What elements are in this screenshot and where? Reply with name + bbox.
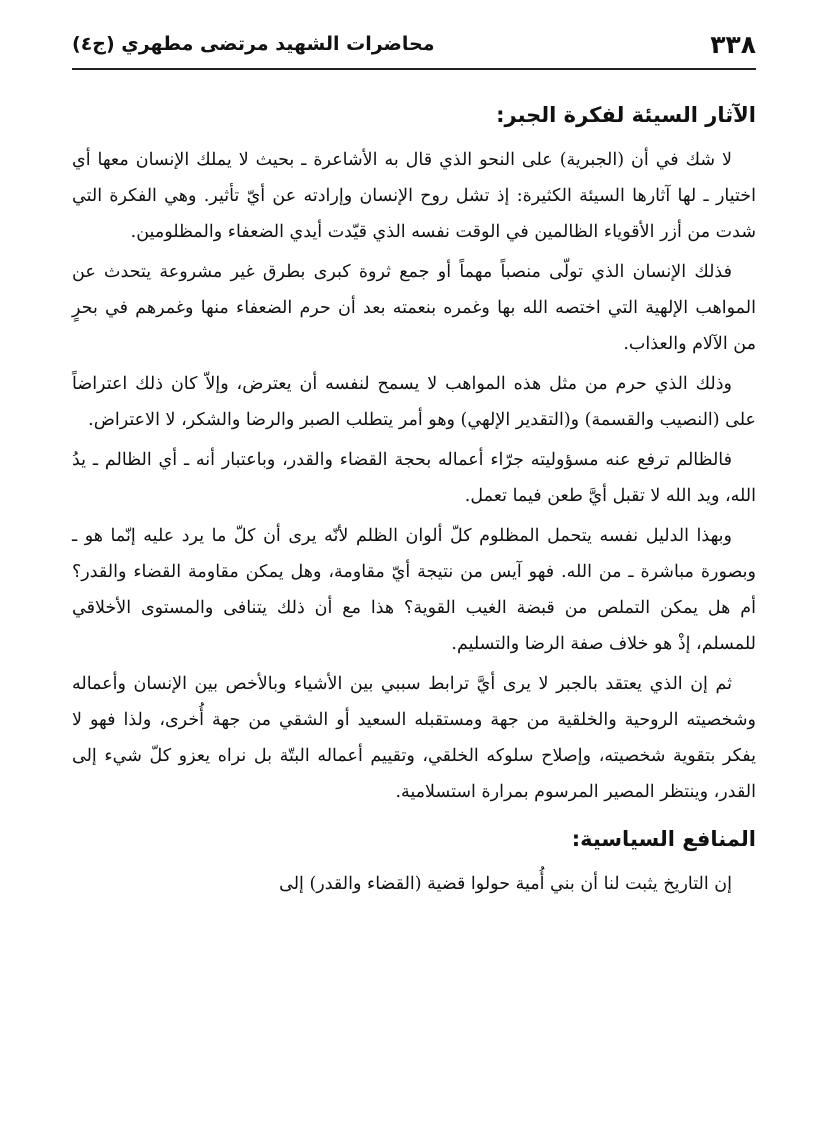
header-divider [72, 68, 756, 70]
paragraph: إن التاريخ يثبت لنا أن بني أُمية حولوا قضية (القضاء والقدر) إلى [279, 874, 732, 894]
paragraph: فالظالم ترفع عنه مسؤوليته جرّاء أعماله بحجة القضاء والقدر، وباعتبار أنه ـ أي الظالم ـ يدُ الله، ويد الله لا تقبل أيَّ طعن فيما تعمل. [72, 450, 756, 506]
paragraph: ثم إن الذي يعتقد بالجبر لا يرى أيَّ ترابط سببي بين الأشياء وبالأخص بين الإنسان وأعماله وشخصيته الروحية والخلقية من جهة ومستقبله السعيد أو الشقي من جهة أُخرى، ولذا فهو لا يفكر بتقوية شخصيته، وإصلاح سلوكه الخلقي، وتقييم أعماله البتّة بل نراه يعزو كلّ شيء إلى القدر، وينتظر المصير المرسوم بمرارة استسلامية. [72, 674, 756, 802]
page-header [72, 22, 756, 66]
section-heading: المنافع السياسية: [571, 827, 756, 851]
paragraph: فذلك الإنسان الذي تولّى منصباً مهماً أو جمع ثروة كبرى بطرق غير مشروعة يتحدث عن المواهب الإلهية التي اختصه الله بها وغمره بنعمته بعد أن حرم الضعفاء منها وغمرهم في بحرٍ من الآلام والعذاب. [72, 262, 756, 354]
running-title: محاضرات الشهيد مرتضى مطهري (ج٤) [72, 33, 435, 55]
paragraph: وبهذا الدليل نفسه يتحمل المظلوم كلّ ألوان الظلم لأنّه يرى أن كلّ ما يرد عليه إنّما هو ـ وبصورة مباشرة ـ من الله. فهو آيس من نتيجة أيّ مقاومة، وهل يمكن مقاومة القضاء والقدر؟ أم هل يمكن التملص من قبضة الغيب القوية؟ هذا مع أن ذلك يتنافى والمستوى الأخلاقي للمسلم، إذْ هو خلاف صفة الرضا والتسليم. [72, 526, 756, 654]
page-number: ٣٣٨ [710, 29, 756, 59]
section-heading: الآثار السيئة لفكرة الجبر: [496, 103, 756, 127]
paragraph: لا شك في أن (الجبرية) على النحو الذي قال به الأشاعرة ـ بحيث لا يملك الإنسان معها أي اختيار ـ لها آثارها السيئة الكثيرة: إذ تشل روح الإنسان وإرادته عن أيّ تأثير. وهي الفكرة التي شدت من أزر الأقوياء الظالمين في الوقت نفسه الذي قيّدت أيدي الضعفاء والمظلومين. [72, 150, 756, 242]
page-body [72, 92, 756, 906]
paragraph: وذلك الذي حرم من مثل هذه المواهب لا يسمح لنفسه أن يعترض، وإلاّ كان ذلك اعتراضاً على (النصيب والقسمة) و(التقدير الإلهي) وهو أمر يتطلب الصبر والرضا والشكر، لا الاعتراض. [72, 374, 756, 430]
